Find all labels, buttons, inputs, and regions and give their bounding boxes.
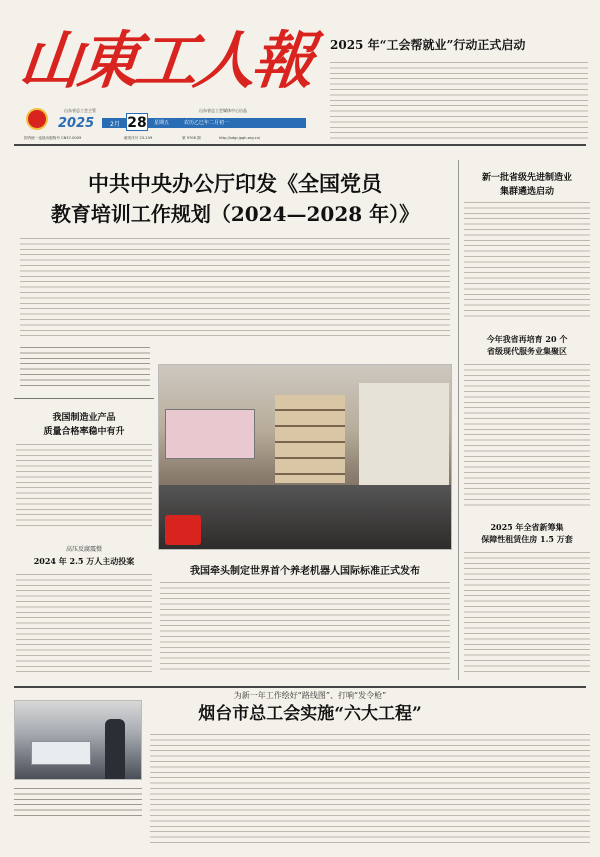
date-lunar: 农历乙巳年二月初一 [184, 120, 230, 126]
masthead-postcode: 邮发代号 23-139 [124, 136, 153, 140]
right-h1-line2: 集群遴选启动 [499, 187, 554, 197]
main-story-caption [20, 345, 150, 389]
top-story-body [330, 60, 588, 140]
masthead-publisher: 山东省总工会媒体中心出品 [199, 108, 247, 113]
main-headline-line1: 中共中央办公厅印发《全国党员 [88, 171, 382, 196]
elderly-care-robot-photo [158, 364, 452, 550]
masthead [14, 10, 324, 160]
right-h2-line2: 省级现代服务业集聚区 [487, 346, 567, 356]
union-logo-icon [165, 515, 201, 545]
workers-photo-caption [14, 786, 142, 816]
workers-photo [14, 700, 142, 780]
right-story1-body [464, 200, 590, 320]
right-story2-body [464, 362, 590, 510]
photo-shelf [275, 395, 345, 483]
masthead-rule [14, 144, 586, 146]
masthead-title: 山東工人報 [16, 24, 314, 97]
masthead-sponsor: 山东省总工会主管 [64, 108, 96, 113]
left-story1-body [16, 442, 152, 530]
bottom-story-body [150, 732, 590, 844]
left-h1-line1: 我国制造业产品 [52, 413, 116, 423]
right-column-divider [458, 160, 459, 680]
right-h1-line1: 新一批省级先进制造业 [481, 173, 572, 183]
masthead-issue: 第 9708 期 [182, 136, 201, 140]
right-h3-line1: 2025 年全省新筹集 [490, 522, 564, 532]
union-emblem-icon [26, 108, 48, 130]
masthead-website: http://sdgr.jpgh.org.cn/ [219, 136, 261, 140]
photo-worker [105, 719, 125, 779]
date-weekday: 星期五 [154, 120, 170, 126]
left-h1-line2: 质量合格率稳中有升 [43, 427, 125, 437]
left-rule-1 [14, 398, 154, 399]
date-day: 28 [127, 115, 147, 131]
main-headline-line2: 教育培训工作规划（2024—2028 年）》 [50, 202, 420, 226]
masthead-code: 国内统一连续出版物号 CN37-0009 [24, 136, 82, 140]
bottom-headline: 烟台市总工会实施“六大工程” [198, 704, 422, 724]
photo-machine [31, 741, 91, 765]
photo-story-body [160, 580, 450, 670]
right-h3-line2: 保障性租赁住房 1.5 万套 [481, 534, 573, 544]
masthead-year: 2025 [58, 116, 95, 131]
date-month: 2月 [110, 121, 120, 128]
left-story2-body [16, 572, 152, 672]
left-sub2: 高压反腐震慑 [65, 546, 102, 553]
left-h2: 2024 年 2.5 万人主动投案 [33, 556, 135, 566]
right-h2-line1: 今年我省再培育 20 个 [486, 334, 568, 344]
photo-people [159, 485, 452, 550]
bottom-rule [14, 686, 586, 688]
photo-screen [165, 409, 255, 459]
main-story-body [20, 236, 450, 336]
right-story3-body [464, 550, 590, 676]
photo-headline: 我国牵头制定世界首个养老机器人国际标准正式发布 [190, 566, 420, 577]
photo-window [359, 383, 449, 493]
top-headline: 2025 年“工会帮就业”行动正式启动 [330, 38, 526, 52]
bottom-kicker: 为新一年工作绘好“路线图”、打响“发令枪” [233, 691, 387, 700]
